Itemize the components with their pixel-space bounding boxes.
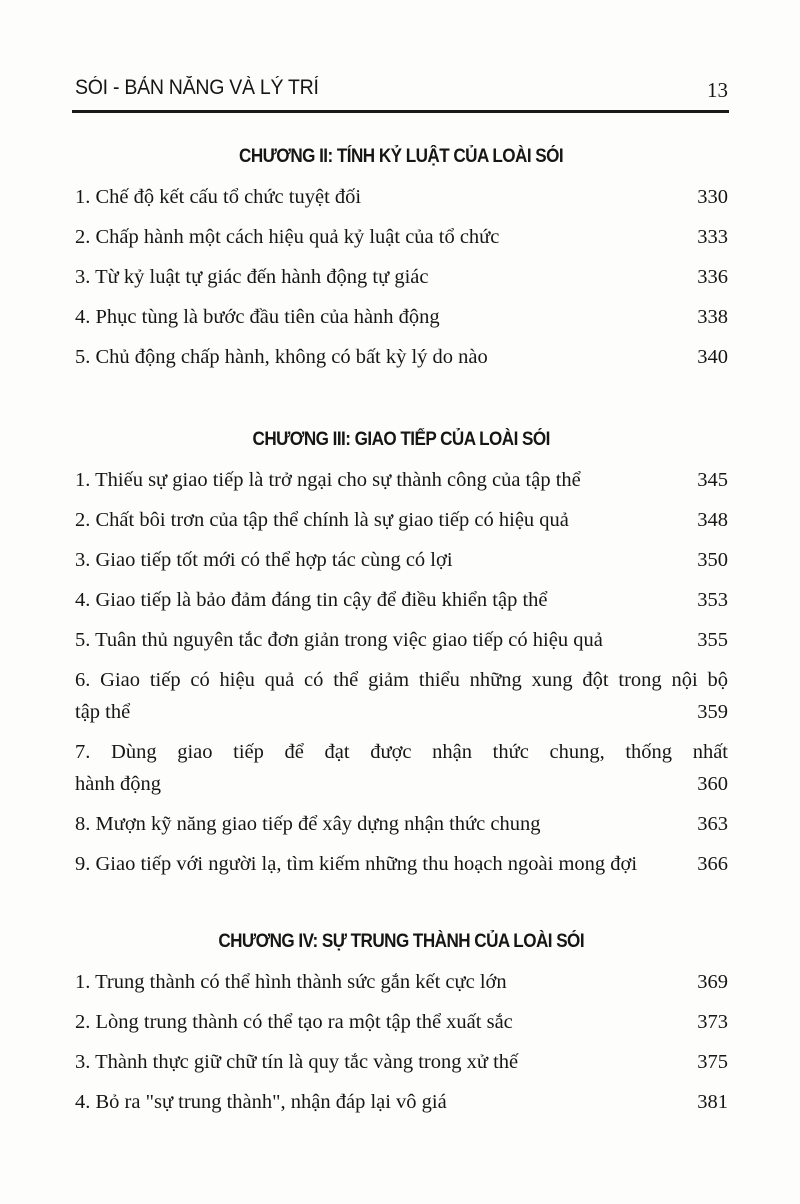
toc-entry-title: 1. Trung thành có thể hình thành sức gắn kết cực lớn <box>75 971 507 993</box>
toc-entry-page: 348 <box>697 509 728 531</box>
toc-entry-page: 336 <box>697 266 728 288</box>
toc-entry-title: 7. Dùng giao tiếp để đạt được nhận thức chung, thống nhất <box>75 741 728 763</box>
toc-entry[interactable] <box>75 500 728 540</box>
toc-entry[interactable] <box>75 580 728 620</box>
toc-entry-title: tập thể <box>75 701 131 723</box>
toc-entry[interactable] <box>75 177 728 217</box>
toc-entry[interactable] <box>75 540 728 580</box>
toc-entry-page: 375 <box>697 1051 728 1073</box>
toc-entry[interactable] <box>75 1042 728 1082</box>
chapter-2-section <box>75 137 728 377</box>
toc-entry-title: 6. Giao tiếp có hiệu quả có thể giảm thiểu những xung đột trong nội bộ <box>75 669 728 691</box>
toc-entry-page: 360 <box>697 773 728 795</box>
toc-entry[interactable] <box>75 962 728 1002</box>
toc-entry-title: 2. Chất bôi trơn của tập thể chính là sự giao tiếp có hiệu quả <box>75 509 569 531</box>
toc-entry[interactable] <box>75 297 728 337</box>
header-rule <box>72 110 729 113</box>
toc-entry-page: 340 <box>697 346 728 368</box>
toc-entry-page: 363 <box>697 813 728 835</box>
chapter-title-text: CHƯƠNG II: TÍNH KỶ LUẬT CỦA LOÀI SÓI <box>239 146 564 167</box>
toc-entry[interactable] <box>75 844 728 884</box>
chapter-4-section <box>75 922 728 1122</box>
toc-entry-title: 5. Chủ động chấp hành, không có bất kỳ lý do nào <box>75 346 488 368</box>
toc-entry-title: 4. Phục tùng là bước đầu tiên của hành động <box>75 306 440 328</box>
toc-entry-title: 3. Thành thực giữ chữ tín là quy tắc vàng trong xử thế <box>75 1051 519 1073</box>
toc-entry-title: 4. Bỏ ra "sự trung thành", nhận đáp lại vô giá <box>75 1091 447 1113</box>
chapter-title <box>75 420 728 460</box>
chapter-title <box>75 137 728 177</box>
toc-entry[interactable] <box>75 660 728 732</box>
toc-entry-page: 353 <box>697 589 728 611</box>
toc-entry-page: 350 <box>697 549 728 571</box>
toc-entry-title: 1. Thiếu sự giao tiếp là trở ngại cho sự thành công của tập thể <box>75 469 581 491</box>
toc-entry[interactable] <box>75 804 728 844</box>
toc-entry-page: 338 <box>697 306 728 328</box>
toc-entry-page: 366 <box>697 853 728 875</box>
toc-entry-page: 359 <box>697 701 728 723</box>
toc-entry[interactable] <box>75 620 728 660</box>
toc-entry-title: 1. Chế độ kết cấu tổ chức tuyệt đối <box>75 186 362 208</box>
toc-entry[interactable] <box>75 460 728 500</box>
chapter-title-text: CHƯƠNG IV: SỰ TRUNG THÀNH CỦA LOÀI SÓI <box>218 931 585 952</box>
chapter-title-text: CHƯƠNG III: GIAO TIẾP CỦA LOÀI SÓI <box>252 429 551 450</box>
toc-entry[interactable] <box>75 337 728 377</box>
toc-entry-title: 4. Giao tiếp là bảo đảm đáng tin cậy để điều khiển tập thể <box>75 589 548 611</box>
toc-entry[interactable] <box>75 1002 728 1042</box>
toc-entry-page: 330 <box>697 186 728 208</box>
chapter-3-section <box>75 420 728 884</box>
running-header-title: SÓI - BẢN NĂNG VÀ LÝ TRÍ <box>75 76 319 99</box>
page-number: 13 <box>707 78 728 102</box>
chapter-title <box>75 922 728 962</box>
toc-entry-page: 355 <box>697 629 728 651</box>
toc-entry-title: 9. Giao tiếp với người lạ, tìm kiếm những thu hoạch ngoài mong đợi <box>75 853 638 875</box>
toc-entry[interactable] <box>75 217 728 257</box>
toc-entry-title: hành động <box>75 773 161 795</box>
toc-entry-page: 333 <box>697 226 728 248</box>
toc-entry-title: 2. Lòng trung thành có thể tạo ra một tập thể xuất sắc <box>75 1011 513 1033</box>
toc-entry-title: 2. Chấp hành một cách hiệu quả kỷ luật của tổ chức <box>75 226 500 248</box>
toc-entry[interactable] <box>75 732 728 804</box>
toc-entry-title: 8. Mượn kỹ năng giao tiếp để xây dựng nhận thức chung <box>75 813 541 835</box>
toc-entry-title: 3. Giao tiếp tốt mới có thể hợp tác cùng có lợi <box>75 549 453 571</box>
toc-entry-title: 5. Tuân thủ nguyên tắc đơn giản trong việc giao tiếp có hiệu quả <box>75 629 603 651</box>
toc-entry-title: 3. Từ kỷ luật tự giác đến hành động tự giác <box>75 266 429 288</box>
toc-entry[interactable] <box>75 257 728 297</box>
toc-entry[interactable] <box>75 1082 728 1122</box>
toc-entry-page: 345 <box>697 469 728 491</box>
toc-entry-page: 373 <box>697 1011 728 1033</box>
toc-entry-page: 381 <box>697 1091 728 1113</box>
toc-entry-page: 369 <box>697 971 728 993</box>
